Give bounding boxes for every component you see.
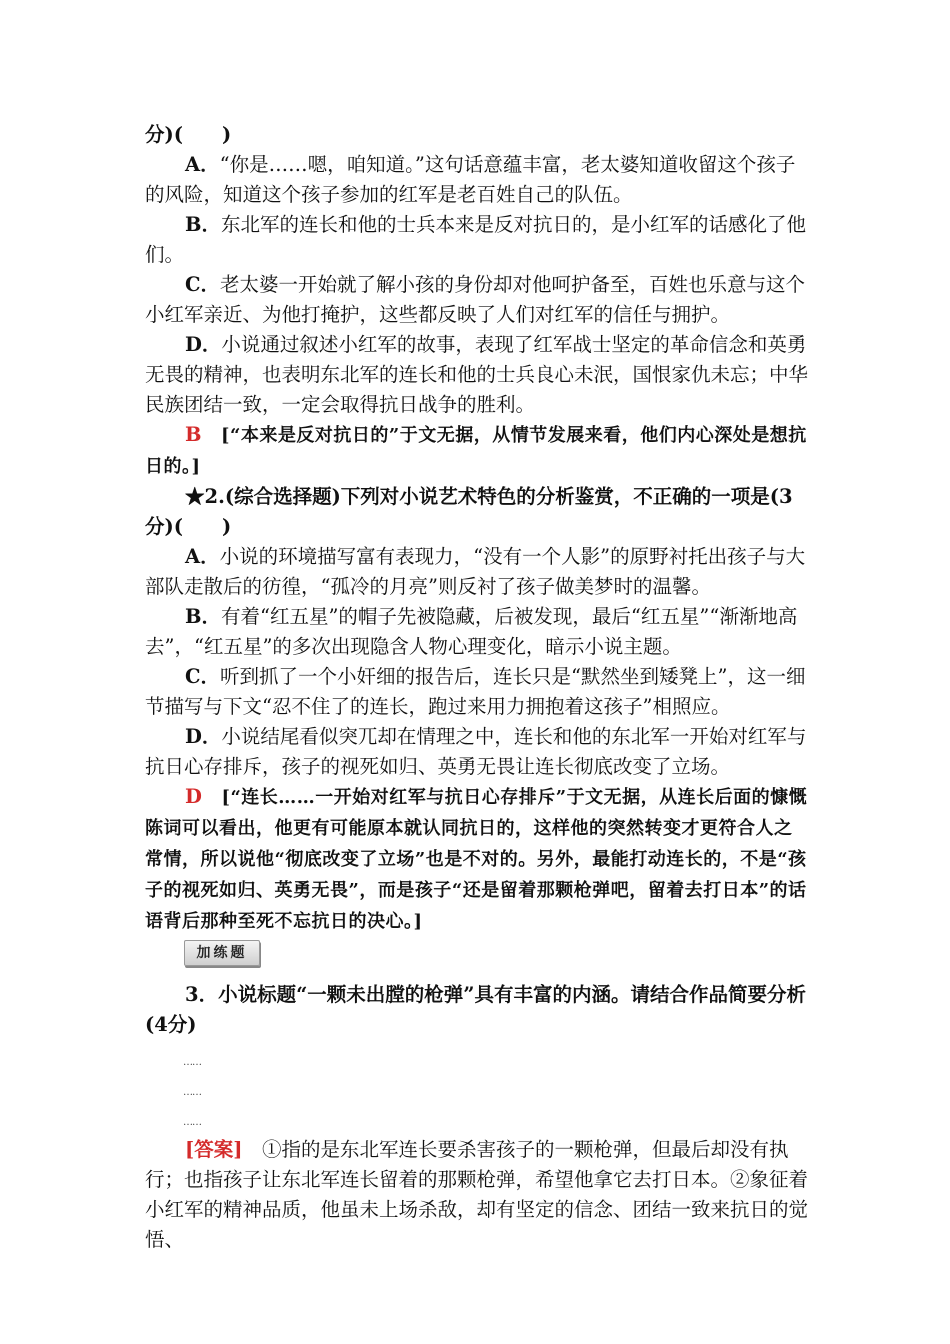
explanation-text: [“本来是反对抗日的”于文无据，从情节发展来看，他们内心深处是想抗日的。]	[145, 425, 807, 477]
question-1-block	[145, 120, 810, 937]
option-text: 有着“红五星”的帽子先被隐藏，后被发现，最后“红五星”“渐渐地高去”，“红五星”的多次出现隐含人物心理变化，暗示小说主题。	[145, 605, 798, 658]
option-d	[145, 722, 810, 782]
option-letter: C．	[185, 273, 221, 296]
option-text: 小说结尾看似突兀却在情理之中，连长和他的东北军一开始对红军与抗日心存排斥，孩子的视死如归、英勇无畏让连长彻底改变了立场。	[145, 725, 807, 778]
option-letter: B．	[185, 213, 221, 236]
question-2-stem: ★2.(综合选择题)下列对小说艺术特色的分析鉴赏，不正确的一项是(3分)( )	[145, 485, 793, 538]
option-c	[145, 662, 810, 722]
answer-letter: D	[185, 785, 202, 808]
option-c	[145, 270, 810, 330]
answer-explanation	[145, 420, 810, 482]
option-d	[145, 330, 810, 420]
option-text: 听到抓了一个小奸细的报告后，连长只是“默然坐到矮凳上”，这一细节描写与下文“忍不住了的连长，跑过来用力拥抱着这孩子”相照应。	[145, 665, 806, 718]
answer-text: ①指的是东北军连长要杀害孩子的一颗枪弹，但最后却没有执行；也指孩子让东北军连长留着的那颗枪弹，希望他拿它去打日本。②象征着小红军的精神品质，他虽未上场杀敌，却有坚定的信念、团结一致来抗日的觉悟、	[145, 1138, 809, 1251]
option-letter: A．	[185, 153, 220, 176]
answer-label: [答案]	[185, 1138, 243, 1161]
question-3-answer	[145, 1135, 810, 1255]
option-letter: A．	[185, 545, 220, 568]
question-1-tail: 分)( )	[145, 123, 232, 146]
option-letter: D．	[185, 333, 222, 356]
explanation-text: [“连长……一开始对红军与抗日心存排斥”于文无据，从连长后面的慷慨陈词可以看出，他更有可能原本就认同抗日的，这样他的突然转变才更符合人之常情，所以说他“彻底改变了立场”也是不对的。另外，最能打动连长的，不是“孩子的视死如归、英勇无畏”，而是孩子“还是留着那颗枪弹吧，留着去打日本”的话语背后那种至死不忘抗日的决心。]	[145, 787, 808, 932]
option-text: “你是……嗯，咱知道。”这句话意蕴丰富，老太婆知道收留这个孩子的风险，知道这个孩子参加的红军是老百姓自己的队伍。	[145, 153, 796, 206]
option-letter: B．	[185, 605, 221, 628]
option-letter: C．	[185, 665, 221, 688]
answer-blank-line: ……	[183, 1117, 201, 1128]
option-b	[145, 602, 810, 662]
option-text: 小说通过叙述小红军的故事，表现了红军战士坚定的革命信念和英勇无畏的精神，也表明东北军的连长和他的士兵良心未泯，国恨家仇未忘；中华民族团结一致，一定会取得抗日战争的胜利。	[145, 333, 809, 416]
answer-explanation	[145, 782, 810, 937]
option-letter: D．	[185, 725, 222, 748]
option-a	[145, 150, 810, 210]
option-a	[145, 542, 810, 602]
option-b	[145, 210, 810, 270]
answer-blank-line: ……	[183, 1057, 201, 1068]
answer-paragraph	[145, 1135, 810, 1255]
answer-letter: B	[185, 423, 202, 446]
option-text: 老太婆一开始就了解小孩的身份却对他呵护备至，百姓也乐意与这个小红军亲近、为他打掩护，这些都反映了人们对红军的信任与拥护。	[145, 273, 806, 326]
answer-blank-line: ……	[183, 1087, 201, 1098]
option-text: 小说的环境描写富有表现力，“没有一个人影”的原野衬托出孩子与大部队走散后的彷徨，“孤冷的月亮”则反衬了孩子做美梦时的温馨。	[145, 545, 806, 598]
option-text: 东北军的连长和他的士兵本来是反对抗日的，是小红军的话感化了他们。	[145, 213, 806, 266]
extra-practice-tag: 加练题	[184, 940, 260, 966]
question-3-block	[145, 980, 810, 1040]
question-3-stem: 3．小说标题“一颗未出膛的枪弹”具有丰富的内涵。请结合作品简要分析(4分)	[145, 983, 807, 1036]
